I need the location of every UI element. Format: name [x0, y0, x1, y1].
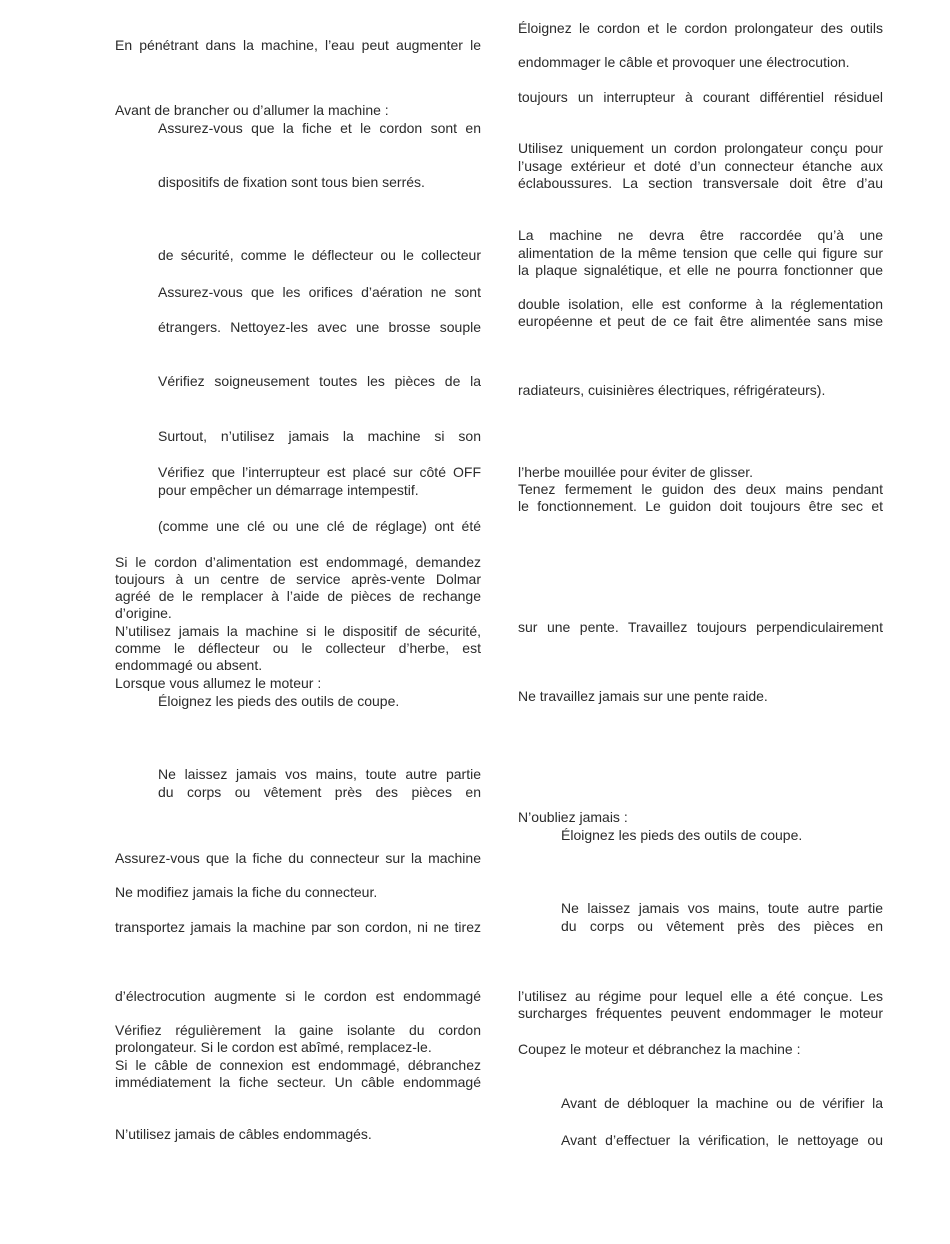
- text-line: sur une pente. Travaillez toujours perpendiculairement: [518, 619, 883, 635]
- text-line: Vérifiez régulièrement la gaine isolante du cordon: [115, 1022, 481, 1038]
- text-line: N’utilisez jamais de câbles endommagés.: [115, 1126, 372, 1142]
- text-line: Assurez-vous que la fiche et le cordon sont en: [158, 120, 481, 136]
- text-line: surcharges fréquentes peuvent endommager le moteur: [518, 1005, 883, 1021]
- text-line: du corps ou vêtement près des pièces en: [561, 918, 883, 934]
- text-line: Assurez-vous que les orifices d’aération ne sont: [158, 284, 481, 300]
- text-line: dispositifs de fixation sont tous bien serrés.: [158, 174, 425, 190]
- text-line: l’utilisez au régime pour lequel elle a été conçue. Les: [518, 988, 883, 1004]
- text-line: Avant d’effectuer la vérification, le nettoyage ou: [561, 1132, 883, 1148]
- text-line: Tenez fermement le guidon des deux mains pendant: [518, 481, 883, 497]
- text-line: La machine ne devra être raccordée qu’à une: [518, 227, 883, 243]
- text-line: Vérifiez soigneusement toutes les pièces de la: [158, 373, 481, 389]
- text-line: le fonctionnement. Le guidon doit toujours être sec et: [518, 498, 883, 514]
- text-line: étrangers. Nettoyez-les avec une brosse souple: [158, 319, 481, 335]
- text-line: radiateurs, cuisinières électriques, réfrigérateurs).: [518, 382, 826, 398]
- text-line: l’usage extérieur et doté d’un connecteur étanche aux: [518, 158, 883, 174]
- text-line: Éloignez le cordon et le cordon prolongateur des outils: [518, 20, 883, 36]
- text-line: de sécurité, comme le déflecteur ou le collecteur: [158, 247, 481, 263]
- text-line: Éloignez les pieds des outils de coupe.: [158, 693, 400, 709]
- text-line: Avant de débloquer la machine ou de vérifier la: [561, 1095, 883, 1111]
- text-line: européenne et peut de ce fait être alimentée sans mise: [518, 313, 883, 329]
- text-line: l’herbe mouillée pour éviter de glisser.: [518, 464, 754, 480]
- text-line: d’origine.: [115, 605, 172, 621]
- text-line: Ne travaillez jamais sur une pente raide.: [518, 688, 768, 704]
- text-line: prolongateur. Si le cordon est abîmé, remplacez-le.: [115, 1039, 432, 1055]
- text-line: Utilisez uniquement un cordon prolongateur conçu pour: [518, 140, 883, 156]
- text-line: Ne laissez jamais vos mains, toute autre partie: [561, 900, 883, 916]
- text-line: Si le câble de connexion est endommagé, débranchez: [115, 1057, 481, 1073]
- text-line: toujours un interrupteur à courant différentiel résiduel: [518, 89, 883, 105]
- text-line: Coupez le moteur et débranchez la machine :: [518, 1041, 801, 1057]
- text-line: pour empêcher un démarrage intempestif.: [158, 482, 419, 498]
- text-line: la plaque signalétique, et elle ne pourra fonctionner que: [518, 262, 883, 278]
- text-line: toujours à un centre de service après-vente Dolmar: [115, 571, 481, 587]
- text-line: d’électrocution augmente si le cordon est endommagé: [115, 988, 481, 1004]
- text-line: Avant de brancher ou d’allumer la machine :: [115, 102, 389, 118]
- text-line: N’utilisez jamais la machine si le dispositif de sécurité,: [115, 623, 481, 639]
- text-line: Assurez-vous que la fiche du connecteur sur la machine: [115, 850, 481, 866]
- text-line: Ne modifiez jamais la fiche du connecteur.: [115, 884, 378, 900]
- text-line: endommager le câble et provoquer une électrocution.: [518, 54, 850, 70]
- text-line: immédiatement la fiche secteur. Un câble endommagé: [115, 1074, 481, 1090]
- text-line: Ne laissez jamais vos mains, toute autre partie: [158, 766, 481, 782]
- text-line: alimentation de la même tension que celle qui figure sur: [518, 245, 883, 261]
- text-line: (comme une clé ou une clé de réglage) ont été: [158, 518, 481, 534]
- text-line: Éloignez les pieds des outils de coupe.: [561, 827, 803, 843]
- text-line: Vérifiez que l’interrupteur est placé sur côté OFF: [158, 464, 481, 480]
- text-line: En pénétrant dans la machine, l’eau peut augmenter le: [115, 37, 481, 53]
- text-line: Si le cordon d’alimentation est endommagé, demandez: [115, 554, 481, 570]
- text-line: éclaboussures. La section transversale doit être d’au: [518, 175, 883, 191]
- text-line: agréé de le remplacer à l’aide de pièces de rechange: [115, 588, 481, 604]
- text-line: Lorsque vous allumez le moteur :: [115, 675, 322, 691]
- text-line: Surtout, n’utilisez jamais la machine si son: [158, 428, 481, 444]
- text-line: comme le déflecteur ou le collecteur d’herbe, est: [115, 640, 481, 656]
- text-line: N’oubliez jamais :: [518, 809, 628, 825]
- text-line: transportez jamais la machine par son cordon, ni ne tirez: [115, 919, 481, 935]
- text-line: endommagé ou absent.: [115, 657, 263, 673]
- text-line: double isolation, elle est conforme à la réglementation: [518, 296, 883, 312]
- text-line: du corps ou vêtement près des pièces en: [158, 784, 481, 800]
